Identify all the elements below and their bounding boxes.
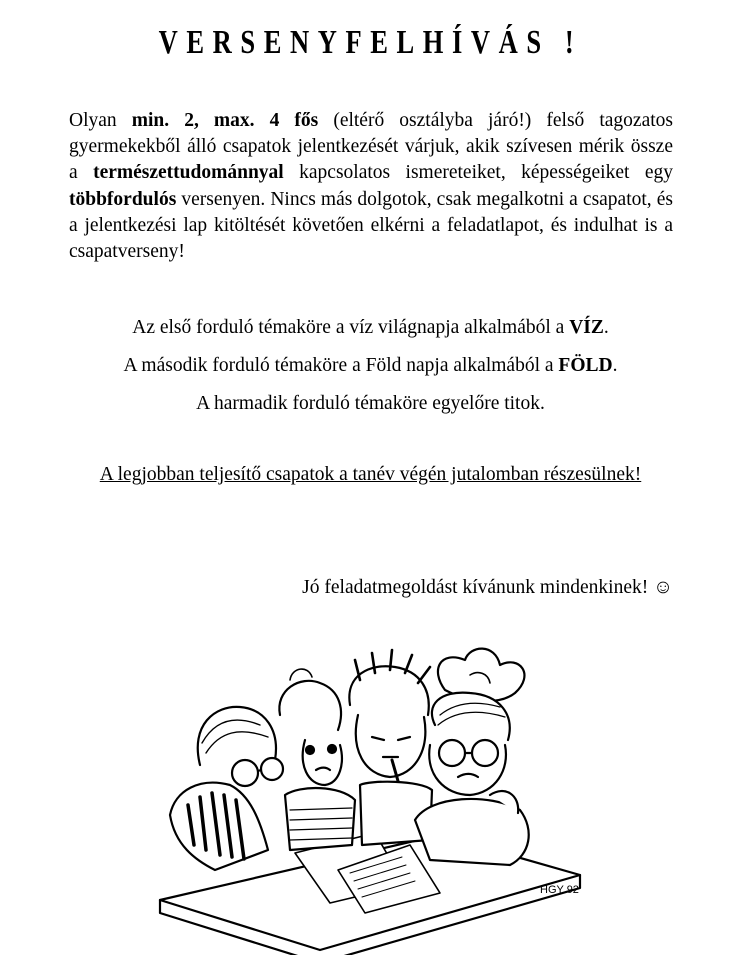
intro-team-size: min. 2, max. 4 fős bbox=[131, 110, 319, 131]
intro-text-2: (eltérő osztályba járó!) felső tagozatos gyermekekből álló csapatok jelentkezését várjuk, akik szívesen mérik össze a bbox=[69, 110, 673, 184]
intro-text-4: versenyen. Nincs más dolgotok, csak megalkotni a csapatot, és a jelentkezési lap kitöltését követően elkérni a feladatlapot, és indulhat is a csapatverseny! bbox=[69, 188, 673, 263]
reward-line: A legjobban teljesítő csapatok a tanév végén jutalomban részesülnek! bbox=[99, 464, 642, 485]
round-2-topic: FÖLD bbox=[558, 355, 613, 376]
round-2-line bbox=[0, 355, 741, 377]
children-illustration bbox=[140, 645, 610, 955]
child-4 bbox=[415, 649, 529, 865]
child-2 bbox=[279, 669, 355, 850]
intro-science: természettudománnyal bbox=[93, 162, 284, 184]
closing-line: Jó feladatmegoldást kívánunk mindenkinek! ☺ bbox=[302, 577, 673, 598]
intro-multi-round: többfordulós bbox=[69, 188, 177, 210]
children-drawing bbox=[140, 645, 610, 955]
round-2-end: . bbox=[612, 355, 618, 376]
round-1-line bbox=[0, 317, 741, 339]
round-1-text: Az első forduló témaköre a víz világnapja alkalmából a bbox=[132, 317, 570, 338]
intro-paragraph bbox=[69, 108, 673, 265]
child-1 bbox=[170, 707, 283, 870]
page-title: VERSENYFELHÍVÁS ! bbox=[158, 24, 583, 61]
round-2-text: A második forduló témaköre a Föld napja alkalmából a bbox=[123, 355, 559, 376]
round-1-end: . bbox=[603, 317, 609, 338]
artist-signature: HGY 92 bbox=[540, 884, 579, 896]
round-3-text: A harmadik forduló témaköre egyelőre titok. bbox=[196, 393, 545, 414]
round-1-topic: VÍZ bbox=[569, 317, 604, 338]
round-3-line bbox=[0, 393, 741, 415]
intro-text-1: Olyan bbox=[69, 110, 132, 131]
intro-text-3: kapcsolatos ismereteiket, képességeiket egy bbox=[283, 162, 673, 184]
